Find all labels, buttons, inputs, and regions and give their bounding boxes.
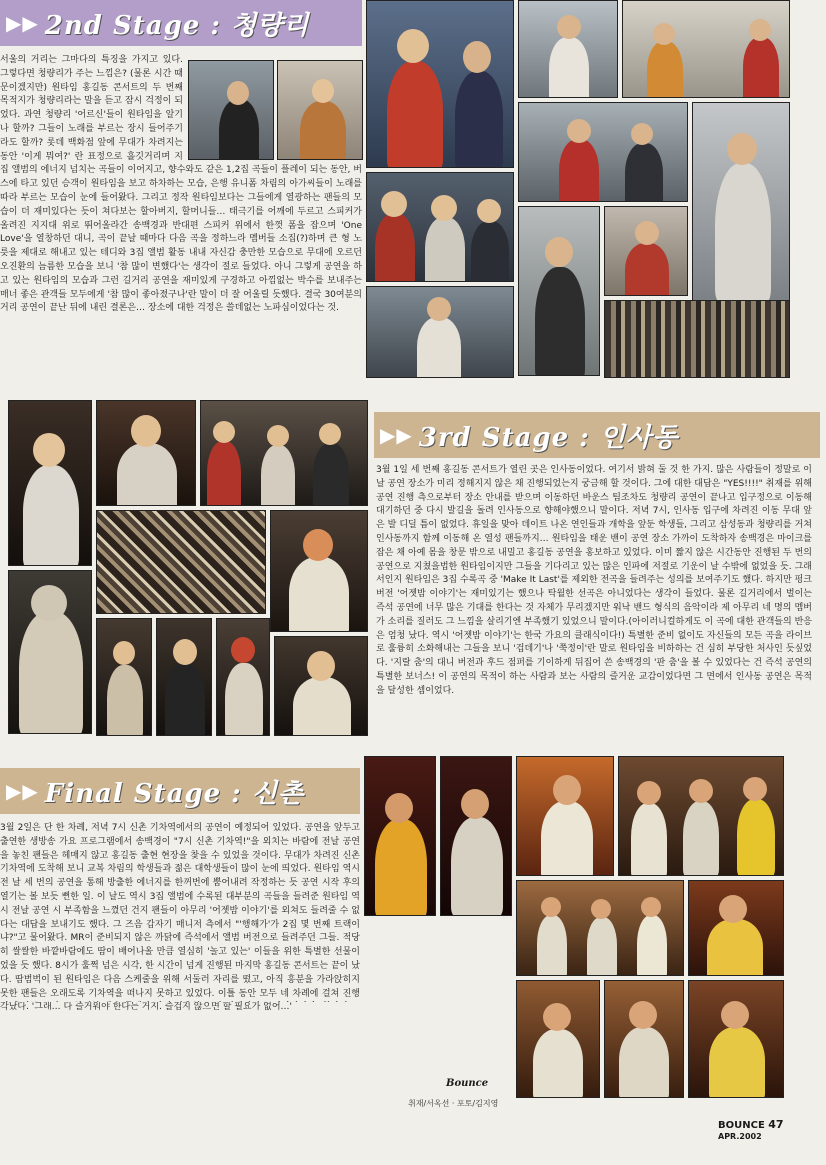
photo-stage3-d xyxy=(270,510,368,632)
stage2-banner xyxy=(0,0,362,46)
stage2-title: 2nd Stage : 청량리 xyxy=(44,10,310,41)
photo-final-e xyxy=(516,880,684,976)
photo-final-g xyxy=(516,980,600,1098)
magazine-name: BOUNCE xyxy=(718,1120,765,1131)
final-body-continued: 각났다. '그래… 다 즐거워야 한다는 거지. 즐겁지 않으면 할 필요가 없어…' xyxy=(0,1002,293,1013)
final-article xyxy=(0,822,360,1002)
photo-stage2-e xyxy=(622,0,790,98)
photo-stage2-h xyxy=(366,172,514,282)
photo-credit: 취재/서옥선 · 포토/김지영 xyxy=(408,1099,499,1108)
photo-stage3-c xyxy=(200,400,368,506)
photo-final-i xyxy=(688,980,784,1098)
stage3-body: 3월 1일 세 번째 홍길동 콘서트가 열린 곳은 인사동이었다. 여기서 밝혀 둘 것 한 가지. 많은 사람들이 정말로 이 날 공연 장소가 미리 정해지지 않은 채 진행되었는지 궁금해 할 것이다. 그에 대한 대답은 "YES!!!!" 취재를 위해 공연 진행 측으로부터 장소 안내를 받으며 이동하던 바운스 팀조차도 청량리 공연이 끝나고 입구정으로 이동해 대기하던 중 다시 발길을 돌려 인사동으로 향해야했으니 말이다. 저녁 7시, 인사동 입구에 차려진 이동 무대 앞은 발 디딜 틈이 없었다. 휴일을 맞아 데이트 나온 연인들과 개학을 앞둔 학생들, 그리고 삼성동과 청량리를 거쳐 인사동까지 함께 이동해 온 열성 팬들까지… 원타임을 태운 밴이 공연 장소 가까이 도착하자 송백경은 마이크를 잡은 채 아예 몸을 창문 밖으로 내밀고 홍길동 공연을 홍보하고 있었다. 이미 짧지 않은 시간동안 진행된 두 번의 공연으로 지쳤을법한 원타임이지만 그들을 기다리고 있는 많은 인파에 저절로 기운이 날 수밖에 없었을 듯. 그래서인지 원타임은 3집 수록곡 중 'Make It Last'를 제외한 전곡을 들려주는 성의를 보여주기도 했다. 하지만 펑크 버전 '어젯밤 이야기'는 재미있기는 했으나 탁월한 선곡은 아니었다는 생각이 들었다. 물론 길거리에서 벌이는 즉석 공연에 너무 많은 기대를 한다는 것 자체가 무리겠지만 워낙 밴드 형식의 음악이라 제 아무리 네 명의 멤버가 소리를 질러도 그 느낌을 살리기엔 부족했기 있었으니 말이다.(아이러니컬하게도 이 곡에 대한 관객들의 반응은 엄청 났다. 역시 '어젯밤 이야기'는 한국 가요의 클래식이다!) 특별한 준비 없이도 자신들의 모든 곡을 라이브로 훌륭히 소화해내는 그들을 보니 '겁데기'나 '쭉정이'란 말로 원타임을 비하하는 건 심히 부당한 처사인 듯싶었다. '지랄 춤'의 대니 버전과 후드 점퍼를 기이하게 뒤집어 쓴 송백경의 '판 춤'을 볼 수 있었다는 건 즉석 공연의 특별한 보너스! 이 공연의 목적이 하는 사람과 보는 사람의 즐거운 교감이었다면 그 면에서 인사동 공연은 목적을 달성한 셈이었다. xyxy=(376,465,812,696)
photo-stage2-b xyxy=(277,60,363,160)
photo-final-d xyxy=(618,756,784,876)
stage2-article xyxy=(0,54,183,164)
photo-final-a xyxy=(364,756,436,916)
photo-stage2-a xyxy=(188,60,274,160)
double-arrow-icon: ▶▶ xyxy=(380,423,413,447)
double-arrow-icon: ▶▶ xyxy=(6,11,39,35)
photo-final-h xyxy=(604,980,684,1098)
stage2-article-cont xyxy=(0,164,362,379)
final-title: Final Stage : 신촌 xyxy=(44,778,305,809)
photo-stage3-crowd xyxy=(96,510,266,614)
photo-stage3-b xyxy=(96,400,196,506)
photo-stage2-g xyxy=(692,102,790,302)
stage2-body-continued: 집 앨범의 에너지 넘치는 곡들이 이어지고, 향수와도 같은 1,2집 곡들이 플레이 되는 동안, 버스에 타고 있던 승객이 원타임을 보고 하차하는 모습, 은행 유니폼 차림의 아가씨들이 노래를 따라 부르는 모습이 눈에 들어왔다. 그리고 정작 원타임보다는 그들에게 열광하는 팬들의 모습이 더 재미있다는 듯이 쳐다보는 할아버지, 할머니들… 태극기를 어깨에 두르고 스피커가 올려진 지지대 위로 뛰어올라간 송백경과 반대편 스피커 위에서 한껏 폼을 잡으며 'One Love'을 열창하던 대니, 곡이 끝날 때마다 다음 곡을 정하느라 멤버들 소집(?)하며 큰 형 노릇을 제대로 해내고 있는 테디와 3집 앨범 활동 내내 자신감 충만한 모습으로 무대에 오르던 오진환의 늠름한 모습을 보니 '참 많이 변했다'는 생각이 절로 들었다. 아니 그렇게 공연을 하고 있는 원타임의 모습과 그런 길거리 공연을 재미있게 구경하고 아낌없는 박수를 보내주는 매너 좋은 관객들 모두에게 '참 많이 좋아졌구나'란 말이 더 잘 어울릴 듯했다. 결국 30여분의 거리 공연이 끝난 뒤에 내린 결론은… 장소에 대한 걱정은 쓸데없는 노파심이었다는 것. xyxy=(0,165,362,314)
page-footer xyxy=(718,1118,826,1142)
photo-stage2-crowd xyxy=(604,300,790,378)
photo-stage2-j xyxy=(604,206,688,296)
page-number: 47 xyxy=(768,1118,784,1131)
photo-stage3-a xyxy=(8,400,92,566)
photo-stage2-f xyxy=(518,102,688,202)
photo-stage3-i xyxy=(274,636,368,736)
photo-stage2-d xyxy=(518,0,618,98)
final-body: 3월 2일은 단 한 차례, 저녁 7시 신촌 기차역에서의 공연이 예정되어 있었다. 공연을 앞두고 출연한 생방송 가요 프로그램에서 송백경이 "7시 신촌 기차역!"을 외치는 바람에 전날 공연을 놓친 팬들은 헤매지 않고 홍길동 출현 현장을 찾을 수 있었을 것이다. 무대가 차려진 신촌 기차역에 도착해 보니 교복 차림의 학생들과 젊은 대학생들이 많이 눈에 띄었다. 원타임 역시 전 날 세 번의 공연을 통해 방출한 에너지를 한꺼번에 뿜어내려 작정하는 듯 공연 시작 후의 열기는 볼 보듯 뻔한 일. 이 날도 역시 3집 앨범에 수록된 대부분의 곡들을 들려준 원타임 역시 전날 공연 시 부족함을 느꼈던 건지 팬들이 아무리 '어젯밤 이야기'를 외쳐도 들려줄 수 없다는 대답을 보내기도 했다. 그 즈음 갑자기 매니저 측에서 "'행해가'가 2집 몇 번째 트랙이냐?"고 물어왔다. MR이 준비되지 않은 까닭에 즉석에서 앨범 버전으로 들려주던 그들. 적당히 쌀쌀한 바깥바람에도 땀이 배어나올 만큼 열심히 '놀고 있는' 이들을 위한 특별한 선물이었을 듯 했다. 8시가 훌쩍 넘은 시각, 한 시간이 넘게 진행된 마지막 홍길동 콘서트는 끝이 났다. 땀범벅이 된 원타임은 다음 스케줄을 위해 서둘러 자리를 떴고, 아직 흥분을 가라앉히지 못한 팬들은 오래도록 기차역을 떠나지 못하고 있었다. 이틀 동안 모두 네 차례에 걸쳐 진행 xyxy=(0,823,360,999)
final-banner xyxy=(0,768,360,814)
photo-final-b xyxy=(440,756,512,916)
photo-final-c xyxy=(516,756,614,876)
final-article-cont xyxy=(0,1002,512,1086)
stage3-title: 3rd Stage : 인사동 xyxy=(418,422,679,453)
photo-stage3-f xyxy=(96,618,152,736)
photo-stage3-e xyxy=(8,570,92,734)
photo-stage2-i xyxy=(518,206,600,376)
stage3-article xyxy=(376,464,812,736)
stage3-banner xyxy=(374,412,820,458)
photo-stage3-g xyxy=(156,618,212,736)
bounce-signature: Bounce xyxy=(446,1078,489,1089)
stage2-body: 서울의 거리는 그마다의 특징을 가지고 있다. 그렇다면 청량리가 주는 느낌은? (물론 시간 때문이겠지만) 원타임 홍길동 콘서트의 두 번째 목적지가 청량리라는 말을 듣고 잠시 걱정이 되었다. 과연 청량리 '어르신'들이 원타임을 알기나 할까? 그들이 노래를 부르는 장시 들어주기라도 할까? 롯데 백화점 앞에 무대가 차려지는 동안 '이게 뭐여?' 란 표정으로 흘깃거리며 지 xyxy=(0,55,183,162)
photo-stage3-h xyxy=(216,618,270,736)
double-arrow-icon: ▶▶ xyxy=(6,779,39,803)
issue-date: APR.2002 xyxy=(718,1132,762,1141)
photo-stage2-c xyxy=(366,0,514,168)
photo-stage2-k xyxy=(366,286,514,378)
photo-final-f xyxy=(688,880,784,976)
